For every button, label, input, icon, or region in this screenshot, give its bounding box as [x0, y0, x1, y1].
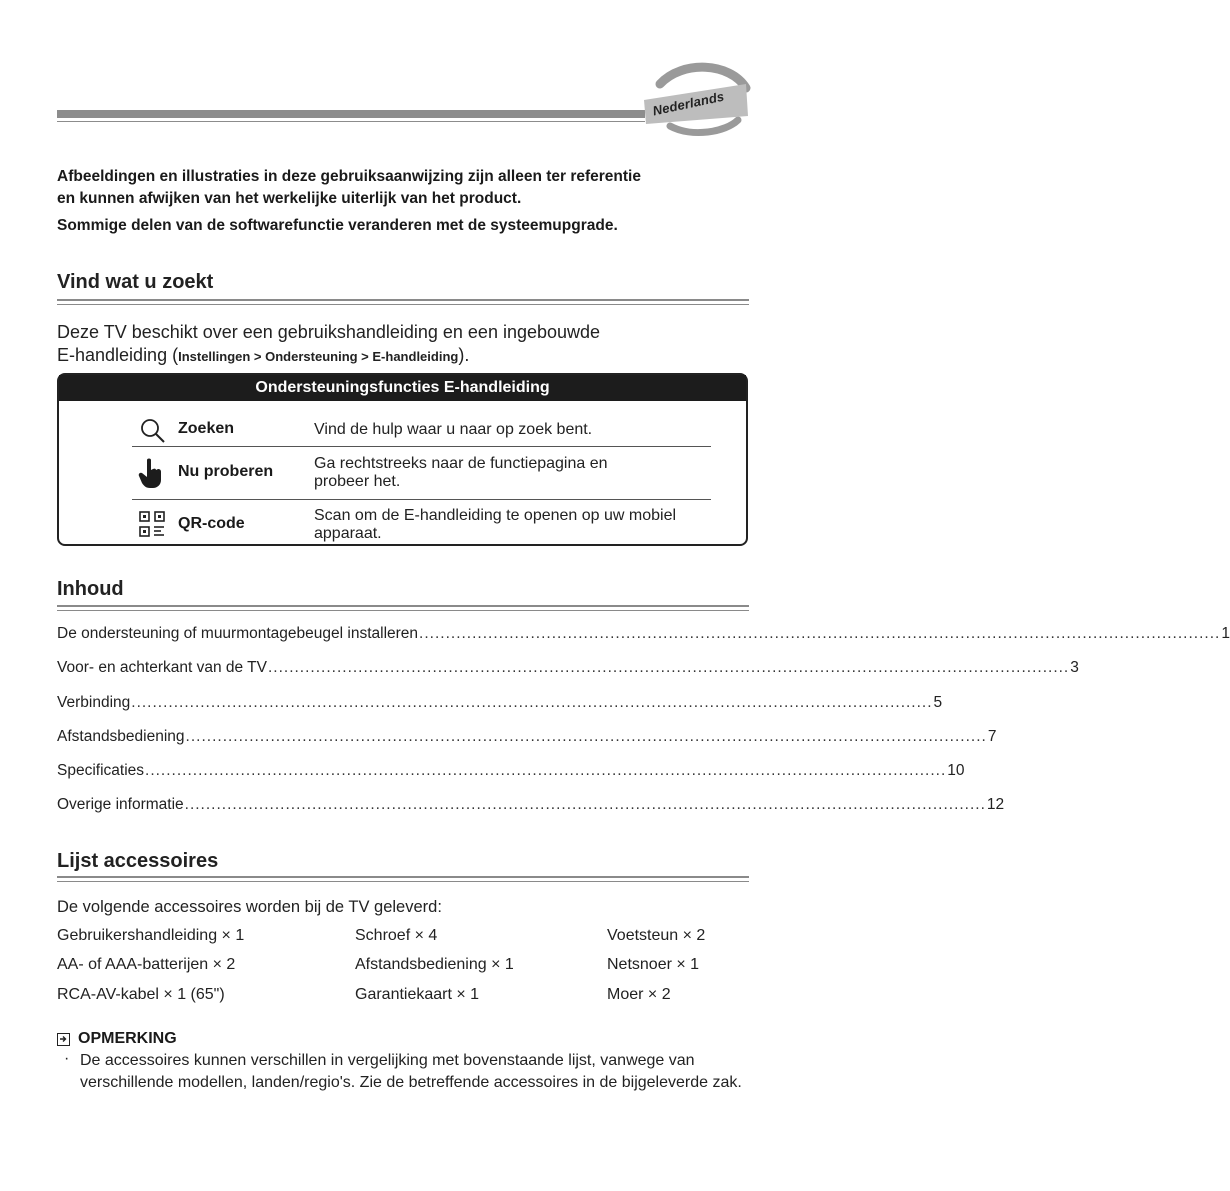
toc-leader: .......................................................................................................................................................	[185, 728, 987, 745]
feature-name: QR-code	[178, 515, 245, 532]
intro-line-2: en kunnen afwijken van het werkelijke uiterlijk van het product.	[57, 190, 522, 207]
toc-row[interactable]	[57, 625, 1230, 645]
intro-line-3: Sommige delen van de softwarefunctie veranderen met de systeemupgrade.	[57, 217, 618, 234]
section-rule	[57, 605, 749, 607]
toc-label: Voor- en achterkant van de TV	[57, 659, 267, 676]
find-text-prefix: E-handleiding (	[57, 345, 179, 365]
section-title-contents: Inhoud	[57, 578, 124, 600]
accessory-item: Netsnoer × 1	[607, 956, 700, 973]
note-bullet: ·	[64, 1050, 70, 1067]
header-bar-line	[57, 121, 645, 122]
accessory-item: Gebruikershandleiding × 1	[57, 927, 245, 944]
feature-row-divider	[132, 499, 711, 500]
section-title-accessories: Lijst accessoires	[57, 850, 219, 872]
toc-page: 12	[986, 796, 1005, 813]
toc-label: Verbinding	[57, 694, 131, 711]
toc-label: Overige informatie	[57, 796, 184, 813]
accessory-item: Garantiekaart × 1	[355, 986, 480, 1003]
note-text: De accessoires kunnen verschillen in vergelijking met bovenstaande lijst, vanwege van verschillende modellen, landen/regio's. Zie de betreffende accessoires in de bijgeleverde zak.	[80, 1052, 742, 1091]
find-menu-path: Instellingen > Ondersteuning > E-handleiding	[178, 349, 459, 364]
note-title: OPMERKING	[78, 1030, 177, 1047]
toc-row[interactable]	[57, 796, 1005, 816]
search-icon	[139, 417, 167, 445]
toc-leader: .......................................................................................................................................................	[267, 659, 1070, 676]
section-title-find: Vind wat u zoekt	[57, 271, 214, 293]
section-rule	[57, 876, 749, 878]
toc-row[interactable]	[57, 762, 965, 782]
feature-desc: Ga rechtstreeks naar de functiepagina en probeer het.	[314, 455, 608, 490]
intro-line-1: Afbeeldingen en illustraties in deze gebruiksaanwijzing zijn alleen ter referentie	[57, 168, 641, 185]
feature-name: Zoeken	[178, 420, 235, 437]
header-bar	[57, 110, 645, 118]
language-badge	[642, 66, 750, 136]
qr-code-icon	[139, 511, 167, 539]
toc-label: De ondersteuning of muurmontagebeugel installeren	[57, 625, 419, 642]
feature-desc: Vind de hulp waar u naar op zoek bent.	[314, 421, 593, 438]
feature-row-divider	[132, 446, 711, 447]
feature-box-title: Ondersteuningsfuncties E-handleiding	[59, 375, 746, 401]
section-rule-thin	[57, 610, 749, 611]
toc-page: 3	[1070, 659, 1079, 676]
accessories-intro: De volgende accessoires worden bij de TV geleverd:	[57, 898, 442, 916]
accessory-item: Moer × 2	[607, 986, 671, 1003]
section-rule-thin	[57, 881, 749, 882]
accessory-item: AA- of AAA-batterijen × 2	[57, 956, 236, 973]
feature-desc: Scan om de E-handleiding te openen op uw mobiel apparaat.	[314, 507, 677, 542]
accessory-item: RCA-AV-kabel × 1 (65")	[57, 986, 225, 1003]
toc-row[interactable]	[57, 694, 943, 714]
accessory-item: Schroef × 4	[355, 927, 438, 944]
toc-row[interactable]	[57, 659, 1079, 679]
hand-pointer-icon	[137, 457, 165, 485]
toc-leader: .......................................................................................................................................................	[131, 694, 933, 711]
toc-leader: .......................................................................................................................................................	[145, 762, 947, 779]
toc-page: 5	[933, 694, 943, 711]
section-rule-thin	[57, 304, 749, 305]
toc-leader: .......................................................................................................................................................	[184, 796, 986, 813]
toc-page: 1	[1221, 625, 1230, 642]
accessory-item: Afstandsbediening × 1	[355, 956, 514, 973]
feature-box	[57, 373, 748, 546]
toc-label: Afstandsbediening	[57, 728, 185, 745]
find-text-line-2	[57, 344, 757, 368]
find-text-suffix: ).	[458, 345, 470, 365]
note-icon	[57, 1033, 70, 1046]
toc-label: Specificaties	[57, 762, 145, 779]
find-text-line-1: Deze TV beschikt over een gebruikshandleiding en een ingebouwde	[57, 322, 601, 342]
accessory-item: Voetsteun × 2	[607, 927, 706, 944]
note-heading	[57, 1030, 177, 1048]
feature-name: Nu proberen	[178, 463, 274, 480]
toc-page: 7	[987, 728, 997, 745]
language-label: Nederlands	[651, 88, 726, 119]
section-rule	[57, 299, 749, 301]
toc-page: 10	[947, 762, 965, 779]
toc-leader: .......................................................................................................................................................	[419, 625, 1221, 642]
toc-row[interactable]	[57, 728, 997, 748]
